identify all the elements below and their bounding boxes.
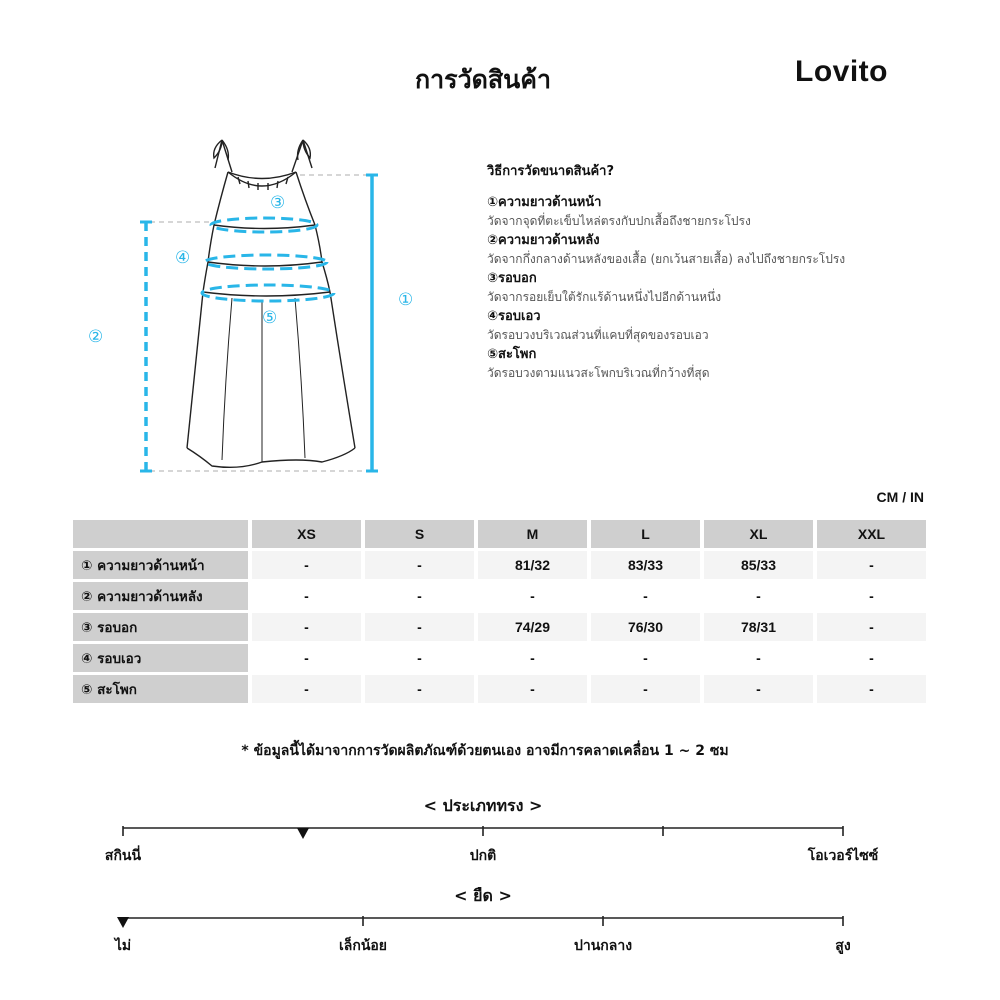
table-cell: - — [704, 675, 813, 703]
guide-item-desc: วัดรอบวงบริเวณส่วนที่แคบที่สุดของรอบเอว — [487, 328, 709, 342]
marker-bust: ③ — [270, 193, 286, 213]
fit-label-skinny: สกินนี่ — [104, 848, 142, 864]
table-cell: - — [365, 613, 474, 641]
size-header: XL — [704, 520, 813, 548]
table-cell: - — [252, 613, 361, 641]
guide-item-title: ④รอบเอว — [487, 309, 541, 324]
table-cell: - — [591, 644, 700, 672]
size-header: S — [365, 520, 474, 548]
size-header: L — [591, 520, 700, 548]
table-cell: - — [478, 675, 587, 703]
table-cell: - — [817, 551, 926, 579]
stretch-scale-pointer — [117, 917, 129, 928]
table-cell: - — [478, 644, 587, 672]
disclaimer-note: * ข้อมูลนี้ได้มาจากการวัดผลิตภัณฑ์ด้วยตนเอง อาจมีการคลาดเคลื่อน 1 ~ 2 ซม — [241, 743, 729, 759]
row-label: ③ รอบอก — [73, 613, 248, 641]
table-cell: - — [817, 675, 926, 703]
stretch-scale-title: < ยืด > — [454, 886, 512, 905]
marker-hip: ⑤ — [262, 308, 278, 328]
table-cell: - — [365, 582, 474, 610]
table-cell: 78/31 — [704, 613, 813, 641]
table-cell: 74/29 — [478, 613, 587, 641]
guide-question: วิธีการวัดขนาดสินค้า? — [487, 164, 615, 179]
table-cell: - — [365, 644, 474, 672]
row-label: ⑤ สะโพก — [73, 675, 248, 703]
fit-label-regular: ปกติ — [469, 848, 497, 864]
table-cell: 81/32 — [478, 551, 587, 579]
guide-item-desc: วัดจากกึ่งกลางด้านหลังของเสื้อ (ยกเว้นสายเสื้อ) ลงไปถึงชายกระโปรง — [487, 252, 846, 266]
row-label: ④ รอบเอว — [73, 644, 248, 672]
unit-label: CM / IN — [876, 489, 924, 505]
brand-logo: Lovito — [795, 55, 888, 88]
table-cell: - — [704, 644, 813, 672]
row-label: ② ความยาวด้านหลัง — [73, 582, 248, 610]
table-cell: - — [817, 644, 926, 672]
table-cell: - — [478, 582, 587, 610]
table-cell: 83/33 — [591, 551, 700, 579]
marker-waist: ④ — [175, 248, 191, 268]
stretch-label-none: ไม่ — [114, 938, 132, 954]
table-cell: - — [704, 582, 813, 610]
guide-item-title: ①ความยาวด้านหน้า — [487, 195, 602, 210]
stretch-label-medium: ปานกลาง — [573, 938, 633, 954]
size-header: XXL — [817, 520, 926, 548]
guide-item-desc: วัดรอบวงตามแนวสะโพกบริเวณที่กว้างที่สุด — [487, 366, 710, 380]
table-cell: - — [252, 675, 361, 703]
page-title: การวัดสินค้า — [415, 65, 551, 94]
marker-back-length: ② — [88, 327, 104, 347]
marker-front-length: ① — [398, 290, 414, 310]
size-header: M — [478, 520, 587, 548]
row-label: ① ความยาวด้านหน้า — [73, 551, 248, 579]
table-cell: - — [365, 551, 474, 579]
fit-scale-title: < ประเภททรง > — [423, 796, 543, 815]
fit-scale-pointer — [297, 828, 309, 839]
guide-item-desc: วัดจากรอยเย็บใต้รักแร้ด้านหนึ่งไปอีกด้านหนึ่ง — [487, 290, 722, 304]
guide-item-title: ⑤สะโพก — [487, 347, 537, 362]
guide-item-title: ②ความยาวด้านหลัง — [487, 233, 600, 248]
table-cell: - — [591, 582, 700, 610]
table-cell: - — [252, 644, 361, 672]
table-cell: - — [252, 551, 361, 579]
table-cell: 76/30 — [591, 613, 700, 641]
table-cell: - — [252, 582, 361, 610]
stretch-label-slight: เล็กน้อย — [338, 938, 388, 954]
table-cell: - — [817, 582, 926, 610]
fit-label-oversize: โอเวอร์ไซซ์ — [807, 848, 879, 864]
guide-item-desc: วัดจากจุดที่ตะเข็บไหล่ตรงกับปกเสื้อถึงชายกระโปรง — [487, 214, 751, 228]
guide-item-title: ③รอบอก — [487, 271, 537, 286]
table-cell: - — [365, 675, 474, 703]
size-header: XS — [252, 520, 361, 548]
stretch-label-high: สูง — [835, 938, 851, 954]
table-cell: - — [817, 613, 926, 641]
table-cell: - — [591, 675, 700, 703]
table-cell: 85/33 — [704, 551, 813, 579]
